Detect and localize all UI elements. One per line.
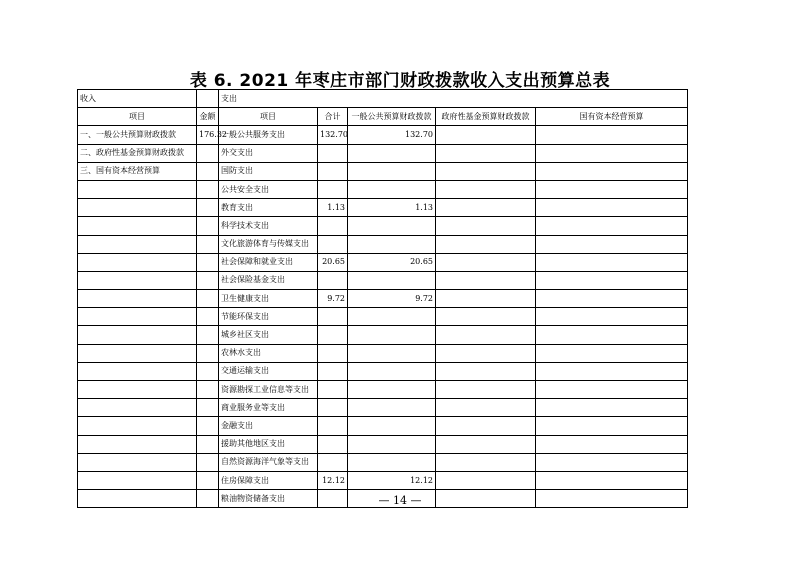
state-capital-cell: [536, 162, 688, 180]
table-row: [78, 199, 688, 217]
income-section-blank: [197, 90, 219, 108]
income-item-cell: [78, 471, 197, 489]
table-row: [78, 344, 688, 362]
income-amount-cell: [197, 344, 219, 362]
income-item-cell: [78, 180, 197, 198]
state-capital-cell: [536, 290, 688, 308]
table-row: [78, 326, 688, 344]
table-title: 表 6. 2021 年枣庄市部门财政拨款收入支出预算总表: [189, 71, 611, 91]
state-capital-cell: [536, 199, 688, 217]
gov-fund-cell: [436, 290, 536, 308]
income-amount-cell: [197, 453, 219, 471]
income-item-cell: [78, 217, 197, 235]
state-capital-cell: [536, 381, 688, 399]
total-cell: [318, 453, 348, 471]
total-cell: [318, 144, 348, 162]
expense-item-cell: 外交支出: [219, 144, 318, 162]
income-amount-cell: [197, 471, 219, 489]
gov-fund-cell: [436, 399, 536, 417]
table-row: [78, 453, 688, 471]
expense-item-cell: 节能环保支出: [219, 308, 318, 326]
total-cell: [318, 381, 348, 399]
gov-fund-cell: [436, 217, 536, 235]
income-amount-cell: [197, 326, 219, 344]
table-row: [78, 381, 688, 399]
gov-fund-cell: [436, 326, 536, 344]
expense-section-label: 支出: [219, 90, 688, 108]
gov-fund-cell: [436, 435, 536, 453]
gov-fund-cell: [436, 235, 536, 253]
expense-item-cell: 教育支出: [219, 199, 318, 217]
total-cell: 9.72: [318, 290, 348, 308]
income-amount-cell: [197, 417, 219, 435]
gov-fund-cell: [436, 417, 536, 435]
income-item-cell: [78, 417, 197, 435]
income-item-cell: [78, 290, 197, 308]
gov-fund-cell: [436, 199, 536, 217]
general-budget-cell: [348, 399, 436, 417]
table-row: [78, 235, 688, 253]
state-capital-cell: [536, 217, 688, 235]
general-budget-cell: [348, 144, 436, 162]
income-amount-cell: [197, 381, 219, 399]
expense-item-cell: 国防支出: [219, 162, 318, 180]
table-row: [78, 435, 688, 453]
expense-item-cell: 一般公共服务支出: [219, 126, 318, 144]
expense-item-cell: 科学技术支出: [219, 217, 318, 235]
general-budget-cell: 132.70: [348, 126, 436, 144]
total-cell: [318, 308, 348, 326]
gov-fund-cell: [436, 471, 536, 489]
income-item-cell: [78, 326, 197, 344]
total-cell: [318, 399, 348, 417]
income-item-cell: [78, 235, 197, 253]
general-budget-cell: [348, 362, 436, 380]
table-row: [78, 126, 688, 144]
gov-fund-cell: [436, 344, 536, 362]
general-budget-cell: [348, 308, 436, 326]
col-header-income-item: 项目: [78, 108, 197, 126]
income-amount-cell: [197, 162, 219, 180]
total-cell: [318, 180, 348, 198]
income-item-cell: [78, 253, 197, 271]
col-header-total: 合计: [318, 108, 348, 126]
income-amount-cell: [197, 399, 219, 417]
general-budget-cell: [348, 417, 436, 435]
income-item-cell: 一、一般公共预算财政拨款: [78, 126, 197, 144]
income-item-cell: [78, 399, 197, 417]
state-capital-cell: [536, 326, 688, 344]
income-amount-cell: [197, 253, 219, 271]
section-header-row: [78, 90, 688, 108]
state-capital-cell: [536, 126, 688, 144]
income-item-cell: [78, 199, 197, 217]
total-cell: [318, 417, 348, 435]
budget-table: [77, 89, 688, 508]
state-capital-cell: [536, 435, 688, 453]
table-row: [78, 217, 688, 235]
expense-item-cell: 住房保障支出: [219, 471, 318, 489]
general-budget-cell: [348, 180, 436, 198]
income-item-cell: 三、国有资本经营预算: [78, 162, 197, 180]
income-amount-cell: [197, 271, 219, 289]
income-amount-cell: [197, 235, 219, 253]
expense-item-cell: 自然资源海洋气象等支出: [219, 453, 318, 471]
table-row: [78, 144, 688, 162]
total-cell: [318, 344, 348, 362]
total-cell: [318, 217, 348, 235]
table-row: [78, 471, 688, 489]
col-header-gov-fund: 政府性基金预算财政拨款: [436, 108, 536, 126]
table-row: [78, 253, 688, 271]
state-capital-cell: [536, 362, 688, 380]
table-row: [78, 362, 688, 380]
table-row: [78, 162, 688, 180]
state-capital-cell: [536, 399, 688, 417]
general-budget-cell: [348, 344, 436, 362]
general-budget-cell: [348, 435, 436, 453]
general-budget-cell: [348, 162, 436, 180]
expense-item-cell: 商业服务业等支出: [219, 399, 318, 417]
state-capital-cell: [536, 180, 688, 198]
income-amount-cell: [197, 435, 219, 453]
income-item-cell: [78, 435, 197, 453]
expense-item-cell: 公共安全支出: [219, 180, 318, 198]
total-cell: [318, 271, 348, 289]
state-capital-cell: [536, 417, 688, 435]
income-amount-cell: [197, 144, 219, 162]
income-item-cell: [78, 308, 197, 326]
expense-item-cell: 资源勘探工业信息等支出: [219, 381, 318, 399]
gov-fund-cell: [436, 362, 536, 380]
total-cell: [318, 362, 348, 380]
table-row: [78, 290, 688, 308]
gov-fund-cell: [436, 144, 536, 162]
total-cell: 1.13: [318, 199, 348, 217]
income-item-cell: 二、政府性基金预算财政拨款: [78, 144, 197, 162]
expense-item-cell: 援助其他地区支出: [219, 435, 318, 453]
state-capital-cell: [536, 144, 688, 162]
general-budget-cell: 12.12: [348, 471, 436, 489]
general-budget-cell: [348, 453, 436, 471]
general-budget-cell: 20.65: [348, 253, 436, 271]
expense-item-cell: 金融支出: [219, 417, 318, 435]
total-cell: [318, 326, 348, 344]
income-amount-cell: [197, 308, 219, 326]
total-cell: [318, 235, 348, 253]
page-number: — 14 —: [378, 494, 422, 507]
gov-fund-cell: [436, 381, 536, 399]
general-budget-cell: [348, 235, 436, 253]
income-item-cell: [78, 271, 197, 289]
general-budget-cell: [348, 326, 436, 344]
expense-item-cell: 社会保险基金支出: [219, 271, 318, 289]
gov-fund-cell: [436, 253, 536, 271]
general-budget-cell: [348, 217, 436, 235]
gov-fund-cell: [436, 271, 536, 289]
gov-fund-cell: [436, 162, 536, 180]
income-item-cell: [78, 344, 197, 362]
total-cell: 132.70: [318, 126, 348, 144]
state-capital-cell: [536, 235, 688, 253]
expense-item-cell: 粮油物资储备支出: [219, 490, 318, 508]
gov-fund-cell: [436, 453, 536, 471]
gov-fund-cell: [436, 126, 536, 144]
income-amount-cell: [197, 362, 219, 380]
state-capital-cell: [536, 453, 688, 471]
total-cell: 20.65: [318, 253, 348, 271]
income-item-cell: [78, 362, 197, 380]
table-row: [78, 180, 688, 198]
expense-item-cell: 卫生健康支出: [219, 290, 318, 308]
expense-item-cell: 社会保障和就业支出: [219, 253, 318, 271]
total-cell: [318, 162, 348, 180]
state-capital-cell: [536, 253, 688, 271]
income-amount-cell: [197, 217, 219, 235]
income-amount-cell: [197, 199, 219, 217]
expense-item-cell: 城乡社区支出: [219, 326, 318, 344]
total-cell: [318, 435, 348, 453]
col-header-expense-item: 项目: [219, 108, 318, 126]
gov-fund-cell: [436, 180, 536, 198]
table-row: [78, 271, 688, 289]
table-row: [78, 308, 688, 326]
column-header-row: [78, 108, 688, 126]
table-row: [78, 399, 688, 417]
expense-item-cell: 交通运输支出: [219, 362, 318, 380]
expense-item-cell: 文化旅游体育与传媒支出: [219, 235, 318, 253]
expense-item-cell: 农林水支出: [219, 344, 318, 362]
total-cell: 12.12: [318, 471, 348, 489]
general-budget-cell: [348, 271, 436, 289]
state-capital-cell: [536, 471, 688, 489]
state-capital-cell: [536, 308, 688, 326]
income-amount-cell: [197, 290, 219, 308]
income-item-cell: [78, 381, 197, 399]
state-capital-cell: [536, 271, 688, 289]
income-amount-cell: 176.32: [197, 126, 219, 144]
table-row: [78, 417, 688, 435]
income-amount-cell: [197, 180, 219, 198]
col-header-state-capital: 国有资本经营预算: [536, 108, 688, 126]
gov-fund-cell: [436, 308, 536, 326]
income-section-label: 收入: [78, 90, 197, 108]
state-capital-cell: [536, 344, 688, 362]
general-budget-cell: [348, 381, 436, 399]
col-header-general-budget: 一般公共预算财政拨款: [348, 108, 436, 126]
general-budget-cell: 9.72: [348, 290, 436, 308]
col-header-income-amount: 金额: [197, 108, 219, 126]
income-item-cell: [78, 453, 197, 471]
general-budget-cell: 1.13: [348, 199, 436, 217]
